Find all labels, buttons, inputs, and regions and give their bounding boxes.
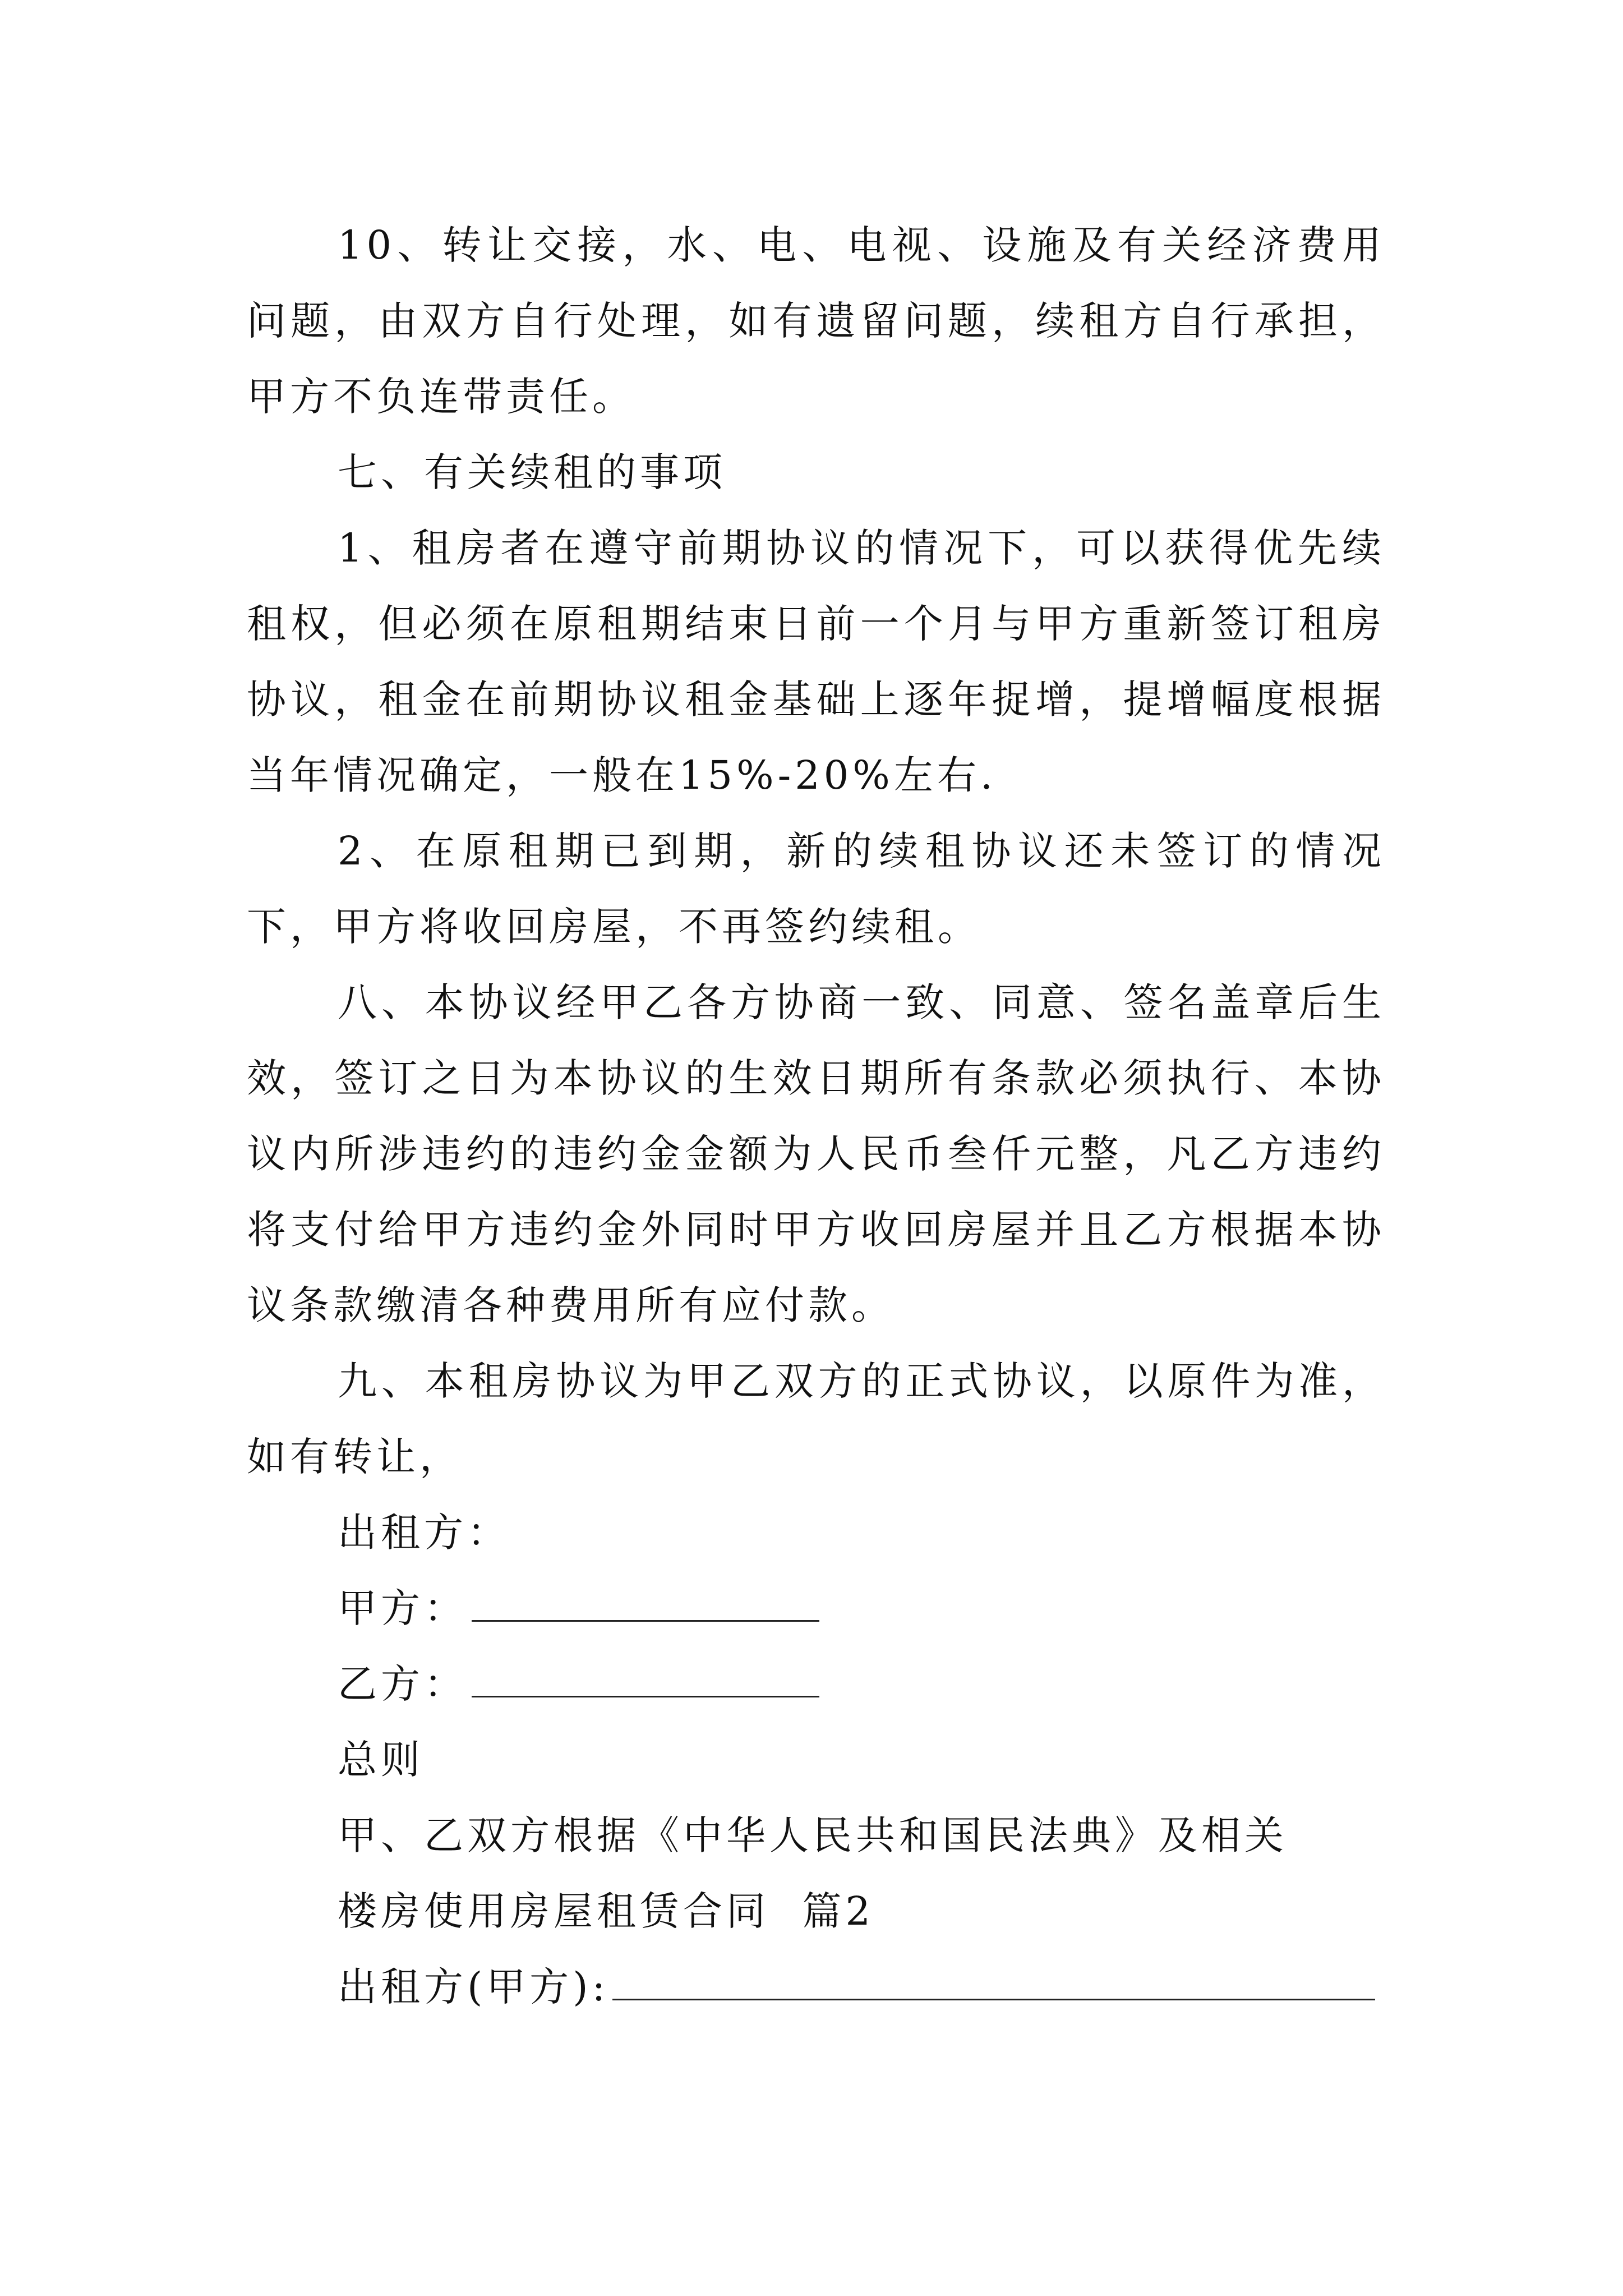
party-b-signature-line [247, 1646, 1385, 1722]
party-b-signature-blank [472, 1695, 819, 1697]
paragraph-official-agreement: 九、本租房协议为甲乙双方的正式协议，以原件为准，如有转让， [247, 1358, 1385, 1480]
contract2-lessor-label: 出租方(甲方): [338, 1964, 610, 2010]
general-text: 甲、乙双方根据《中华人民共和国民法典》及相关 [338, 1812, 1288, 1858]
party-a-signature-blank [472, 1619, 819, 1622]
general-heading: 总则 [338, 1737, 424, 1783]
document-body [247, 208, 1385, 2025]
contract2-title: 楼房使用房屋租赁合同 篇2 [338, 1888, 875, 1934]
party-a-label: 甲方： [338, 1585, 467, 1631]
party-b-label: 乙方： [338, 1661, 467, 1707]
section-heading-renewal: 七、有关续租的事项 [338, 449, 726, 495]
paragraph-effectiveness: 八、本协议经甲乙各方协商一致、同意、签名盖章后生效，签订之日为本协议的生效日期所有条款必须执行、本协议内所涉违约的违约金金额为人民币叁仟元整，凡乙方违约将支付给甲方违约金外同时甲方收回房屋并且乙方根据本协议条款缴清各种费用所有应付款。 [247, 979, 1385, 1328]
contract2-lessor-line [247, 1949, 1385, 2025]
lessor-label: 出租方： [338, 1510, 510, 1556]
party-a-signature-line [247, 1571, 1385, 1646]
lessor-signature-line [247, 1495, 1385, 1571]
paragraph-renewal-priority: 1、租房者在遵守前期协议的情况下，可以获得优先续租权，但必须在原租期结束日前一个月与甲方重新签订租房协议，租金在前期协议租金基础上逐年捉增，提增幅度根据当年情况确定，一般在15%-20%左右. [247, 525, 1385, 798]
contract2-lessor-blank [612, 1998, 1375, 2000]
paragraph-renewal-expiry: 2、在原租期已到期，新的续租协议还未签订的情况下，甲方将收回房屋，不再签约续租。 [247, 828, 1385, 950]
paragraph-handover: 10、转让交接，水、电、电视、设施及有关经济费用问题，由双方自行处理，如有遗留问题，续租方自行承担，甲方不负连带责任。 [247, 222, 1385, 420]
